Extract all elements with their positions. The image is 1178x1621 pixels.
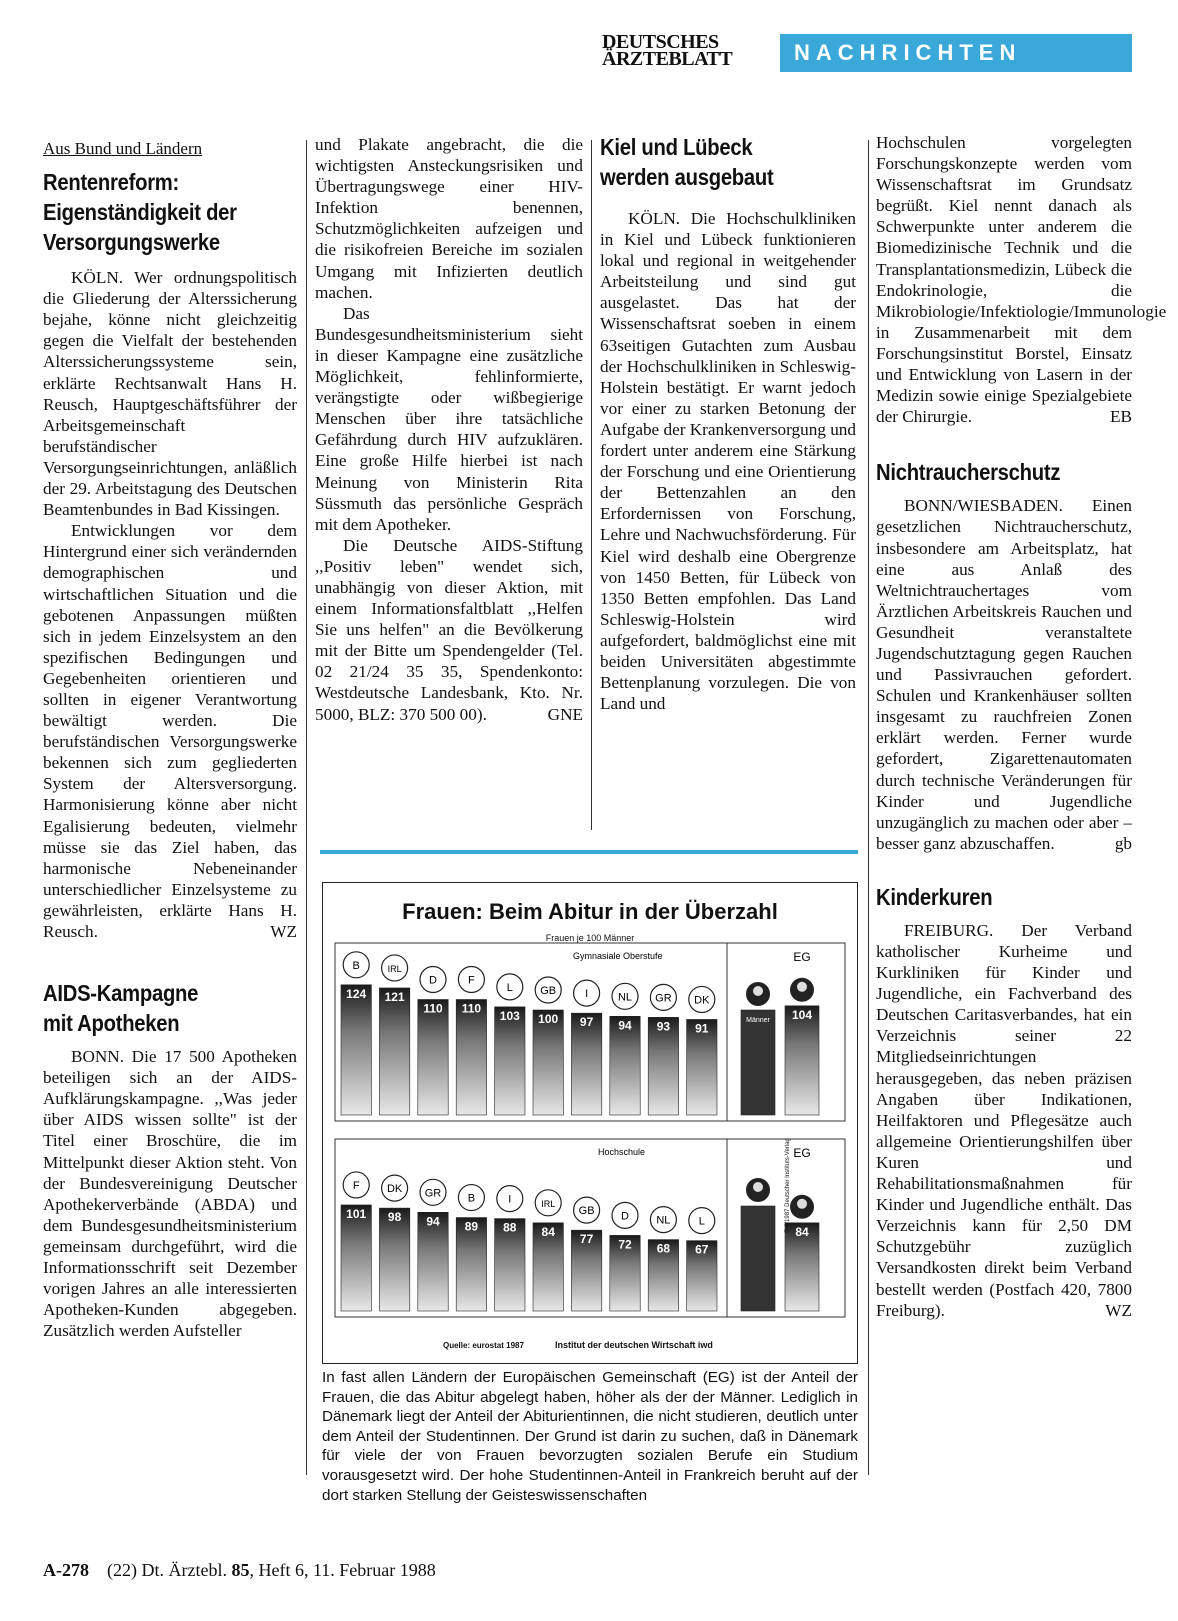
citation-rest: , Heft 6, 11. Februar 1988 bbox=[249, 1560, 436, 1580]
bar-value-label: 110 bbox=[423, 1001, 443, 1016]
column-rule bbox=[868, 140, 869, 1475]
paragraph: KÖLN. Wer ordnungspolitisch die Gliederung der Alterssicherung bejahe, könne nicht gleichzeitig gegen die Vielfalt der bestehenden Alterssicherungssysteme sein, erklärte Rechtsanwalt Hans H. Reusch, Hauptgeschäftsführer der Arbeitsgemeinschaft berufständischer Versorgungseinrichtungen, anläßlich der 29. Arbeitstagung des Deutschen Beamtenbundes in Bad Kissingen. bbox=[43, 268, 297, 520]
country-label: GB bbox=[578, 1205, 595, 1218]
country-label: F bbox=[352, 1179, 360, 1192]
man-portrait-icon bbox=[753, 986, 763, 996]
eg-value-label: 104 bbox=[791, 1007, 813, 1022]
citation: (22) Dt. Ärztebl. bbox=[107, 1560, 227, 1580]
chart-source: Quelle: eurostat 1987 bbox=[443, 1341, 524, 1350]
bar-value-label: 101 bbox=[346, 1206, 367, 1221]
country-label: L bbox=[698, 1215, 705, 1228]
eg-value-label: 84 bbox=[795, 1224, 809, 1239]
chart-subtitle: Frauen je 100 Männer bbox=[545, 933, 635, 943]
headline-line: Kiel und Lübeck bbox=[600, 134, 753, 160]
bar-value-label: 67 bbox=[695, 1242, 709, 1257]
country-label: NL bbox=[617, 991, 633, 1004]
country-label: GB bbox=[540, 985, 557, 997]
bar-value-label: 93 bbox=[656, 1019, 671, 1034]
bar-value-label: 77 bbox=[579, 1232, 594, 1247]
country-label: GR bbox=[424, 1187, 442, 1200]
woman-portrait-icon bbox=[797, 1199, 807, 1209]
paragraph: Entwicklungen vor dem Hintergrund einer sich verändernden demographischen und wirtschaftlichen Situation und die gebotenen Anpassungen müßten sich in jedem Einzelsystem an den spezifischen Bedingungen und Gegebenheiten orientieren und sollten in eigener Verantwortung bewältigt werden. Die berufständischen Versorgungswerke bekennen sich zum gegliederten System der Altersversorgung. Harmonisierung könne aber nicht Egalisierung bedeuten, vielmehr müsse sie das Ziel haben, das harmonische Nebeneinander unterschiedlicher Einzelsysteme zu gewährleisten, erklärte Hans H. Reusch. WZ bbox=[43, 521, 297, 941]
paragraph: und Plakate angebracht, die die wichtigsten Ansteckungsrisiken und Übertragungswege einer HIV-Infektion benennen, Schutzmöglichkeiten aufzeigen und die risikofreien Bereiche im sozialen Umgang mit Infizierten deutlich machen. bbox=[315, 135, 583, 302]
chart-publisher: Institut der deutschen Wirtschaft iwd bbox=[555, 1340, 713, 1350]
column-rule bbox=[591, 140, 592, 830]
country-label: DK bbox=[694, 994, 710, 1007]
bar-value-label: 97 bbox=[579, 1015, 594, 1030]
country-label: I bbox=[585, 988, 589, 1001]
country-label: L bbox=[506, 981, 513, 994]
headline-line: Versorgungswerke bbox=[43, 229, 220, 256]
bar-value-label: 68 bbox=[656, 1241, 671, 1256]
headline-line: Nichtraucherschutz bbox=[876, 459, 1061, 486]
headline-line: Rentenreform: bbox=[43, 169, 180, 196]
country-label: GR bbox=[655, 992, 672, 1005]
bar-value-label: 94 bbox=[618, 1018, 632, 1033]
author-signature: gb bbox=[1114, 833, 1132, 853]
woman-portrait-icon bbox=[797, 982, 807, 992]
paragraph: Hochschulen vorgelegten Forschungskonzepte werden vom Wissenschaftsrat im Grundsatz begrüßt. Kiel nennt danach als Schwerpunkte unter anderem die Biomedizinische Technik und die Transplantationsmedizin, Lübeck die Endokrinologie, die Mikrobiologie/Infektiologie/Immunologie in Zusammenarbeit mit dem Forschungsinstitut Borstel, Einsatz und Entwicklung von Lasern in der Medizin sowie einige Spezialgebiete der Chirurgie. EB bbox=[876, 133, 1167, 427]
bar-value-label: 121 bbox=[384, 989, 405, 1004]
volume: 85 bbox=[231, 1560, 250, 1580]
reference-label: Männer bbox=[746, 1017, 770, 1024]
country-label: I bbox=[508, 1193, 512, 1206]
bar-value-label: 84 bbox=[541, 1224, 555, 1239]
author-signature: EB bbox=[1110, 407, 1132, 427]
eg-label: EG bbox=[793, 1146, 811, 1160]
bar-value-label: 124 bbox=[346, 986, 367, 1001]
reference-bar bbox=[741, 1010, 775, 1115]
headline-line: mit Apotheken bbox=[43, 1010, 180, 1037]
article-rentenreform bbox=[43, 167, 297, 942]
panel-label: Gymnasiale Oberstufe bbox=[573, 951, 663, 961]
country-label: B bbox=[352, 959, 360, 972]
bar-value-label: 88 bbox=[503, 1220, 517, 1235]
headline-line: Kinderkuren bbox=[876, 883, 993, 910]
section-band bbox=[780, 34, 1132, 72]
bar bbox=[456, 1000, 486, 1116]
page-footer bbox=[43, 1560, 743, 1581]
section-title: NACHRICHTEN bbox=[794, 40, 1022, 65]
bar-value-label: 98 bbox=[387, 1210, 402, 1225]
panel-label: Hochschule bbox=[598, 1147, 646, 1157]
chart-plot bbox=[323, 883, 857, 1363]
page-number: A-278 bbox=[43, 1560, 89, 1580]
masthead bbox=[602, 32, 1140, 72]
column-1 bbox=[43, 138, 297, 1341]
paragraph: FREIBURG. Der Verband katholischer Kurheime und Kurkliniken für Kinder und Jugendliche, ein Fachverband des Deutschen Caritasverbandes, hat ein Verzeichnis seiner 22 Mitgliedseinrichtungen herausgegeben, das neben präzisen Angaben über Indikationen, Heilfaktoren und Pflegesätze auch allgemeine Orientierungshilfen über Kuren und Rehabilitationsmaßnahmen für Kinder und Jugendliche enthält. Das Verzeichnis kann für 2,50 DM Schutzgebühr zuzüglich Versandkosten direkt beim Verband bestellt werden (Postfach 420, 7800 Freiburg). WZ bbox=[876, 920, 1132, 1320]
column-4 bbox=[876, 132, 1167, 1321]
article-aids-kampagne bbox=[43, 978, 297, 1341]
eg-label: EG bbox=[793, 950, 811, 964]
country-label: DK bbox=[386, 1183, 403, 1196]
column-3 bbox=[600, 132, 856, 714]
man-portrait-icon bbox=[753, 1182, 763, 1192]
country-label: D bbox=[621, 1210, 629, 1223]
country-label: IRL bbox=[541, 1198, 556, 1209]
bar-value-label: 94 bbox=[426, 1214, 440, 1229]
bar bbox=[418, 1000, 448, 1116]
author-signature: WZ bbox=[1105, 1300, 1132, 1320]
reference-bar bbox=[741, 1206, 775, 1311]
column-rule bbox=[306, 140, 307, 1475]
brand-logo bbox=[602, 31, 758, 70]
paragraph: Das Bundesgesundheitsministerium sieht in dieser Kampagne eine zusätzliche Möglichkeit, fehlinformierte, verängstigte oder wißbegierige Menschen über ihre tatsächliche Gefährdung durch HIV aufzuklären. Eine große Hilfe hierbei ist nach Meinung von Ministerin Rita Süssmuth das persönliche Gespräch mit dem Apotheker. bbox=[315, 303, 583, 534]
bar-value-label: 103 bbox=[499, 1008, 520, 1023]
bar-value-label: 89 bbox=[464, 1219, 479, 1234]
chart-title: Frauen: Beim Abitur in der Überzahl bbox=[402, 899, 778, 924]
bar-value-label: 110 bbox=[461, 1001, 482, 1016]
author-signature: WZ bbox=[270, 922, 297, 941]
bar bbox=[379, 988, 409, 1115]
chart-copyright: © 6/1987 Deutscher Instituts-Verlag bbox=[785, 1138, 791, 1233]
chart-top-rule bbox=[320, 850, 858, 854]
bar-value-label: 72 bbox=[618, 1237, 632, 1252]
chart-figure bbox=[322, 882, 858, 1364]
brand-line-2: ÄRZTEBLATT bbox=[602, 48, 733, 70]
eg-bar bbox=[785, 1006, 819, 1115]
headline-line: AIDS-Kampagne bbox=[43, 980, 199, 1007]
headline-line: Eigenständigkeit der bbox=[43, 199, 237, 226]
headline-line: werden ausgebaut bbox=[600, 164, 774, 190]
country-label: IRL bbox=[387, 963, 402, 974]
paragraph: Die Deutsche AIDS-Stiftung ,,Positiv leben" wendet sich, unabhängig von dieser Aktion, mit einem Informationsfaltblatt ,,Helfen Sie uns helfen" an die Bevölkerung mit der Bitte um Spendengelder (Tel. 02 21/24 35 35, Spendenkonto: Westdeutsche Landesbank, Kto. Nr. 5000, BLZ: 370 500 00). GNE bbox=[315, 535, 583, 724]
bar bbox=[341, 985, 371, 1115]
brand-line-1: DEUTSCHES bbox=[602, 31, 719, 53]
paragraph: BONN. Die 17 500 Apotheken beteiligen sich an der AIDS-Aufklärungskampagne. ,,Was jeder über AIDS wissen sollte" ist der Titel einer Broschüre, die im Mittelpunkt dieser Aktion steht. Von der Bundesvereinigung Deutscher Apothekerverbände (ABDA) und dem Bundesgesundheitsministerium gemeinsam durchgeführt, wird die Informationsschrift seit Dezember vorigen Jahres an alle interessierten Apotheken-Kunden abgegeben. Zusätzlich werden Aufsteller bbox=[43, 1047, 297, 1341]
bar-value-label: 91 bbox=[695, 1021, 709, 1036]
chart-caption: In fast allen Ländern der Europäischen Gemeinschaft (EG) ist der Anteil der Frauen, die das Abitur abgelegt haben, höher als der der Männer. Lediglich in Dänemark liegt der Anteil der Abiturientinnen, die nicht studieren, deutlich unter dem Anteil der Studentinnen. Der Grund ist darin zu suchen, daß in Dänemark für viele der von Frauen bevorzugten sozialen Berufe ein Studium vorausgesetzt wird. Der hohe Studentinnen-Anteil in Frankreich beruht auf der dort starken Stellung der Geisteswissenschaften bbox=[322, 1369, 858, 1504]
bar-value-label: 100 bbox=[538, 1012, 559, 1026]
article-nichtraucherschutz bbox=[876, 457, 1132, 854]
country-label: F bbox=[468, 974, 475, 987]
country-label: D bbox=[429, 974, 437, 987]
article-kinderkuren bbox=[876, 882, 1132, 1321]
country-label: B bbox=[467, 1192, 476, 1205]
paragraph: BONN/WIESBADEN. Einen gesetzlichen Nichtraucherschutz, insbesondere am Arbeitsplatz, hat eine aus Anlaß des Weltnichtrauchertages vom Ärztlichen Arbeitskreis Rauchen und Gesundheit veranstaltete Jugendschutztagung gegen Rauchen und Passivrauchen gefordert. Schulen und Krankenhäuser sollten insgesamt zu rauchfreien Zonen erklärt werden. Ferner wurde gefordert, Zigarettenautomaten durch technische Veränderungen für Kinder und Jugendliche unzugänglich zu machen oder aber – besser ganz abzuschaffen. gb bbox=[876, 496, 1132, 853]
section-kicker: Aus Bund und Ländern bbox=[43, 139, 203, 158]
column-2 bbox=[315, 134, 583, 725]
country-label: NL bbox=[656, 1214, 671, 1227]
author-signature: GNE bbox=[547, 704, 583, 724]
paragraph: KÖLN. Die Hochschulkliniken in Kiel und Lübeck funktionieren lokal und regional in weitgehender Arbeitsteilung und sind gut ausgelastet. Das hat der Wissenschaftsrat soeben in einem 63seitigen Gutachten zum Ausbau der Hochschulkliniken in Schleswig-Holstein bestätigt. Er warnt jedoch vor einer zu starken Betonung der Aufgabe der Krankenversorgung und fordert unter anderem eine Stärkung der Forschung und eine Orientierung der Bettenzahlen an den Erfordernissen von Forschung, Lehre und Nachwuchsförderung. Für Kiel wird deshalb eine Obergrenze von 1450 Betten, für Lübeck von 1350 Betten empfohlen. Das Land Schleswig-Holstein wird aufgefordert, baldmöglichst eine mit beiden Universitäten abgestimmte Bettenplanung vorzulegen. Die von Land und bbox=[600, 209, 856, 714]
bar bbox=[495, 1007, 525, 1115]
